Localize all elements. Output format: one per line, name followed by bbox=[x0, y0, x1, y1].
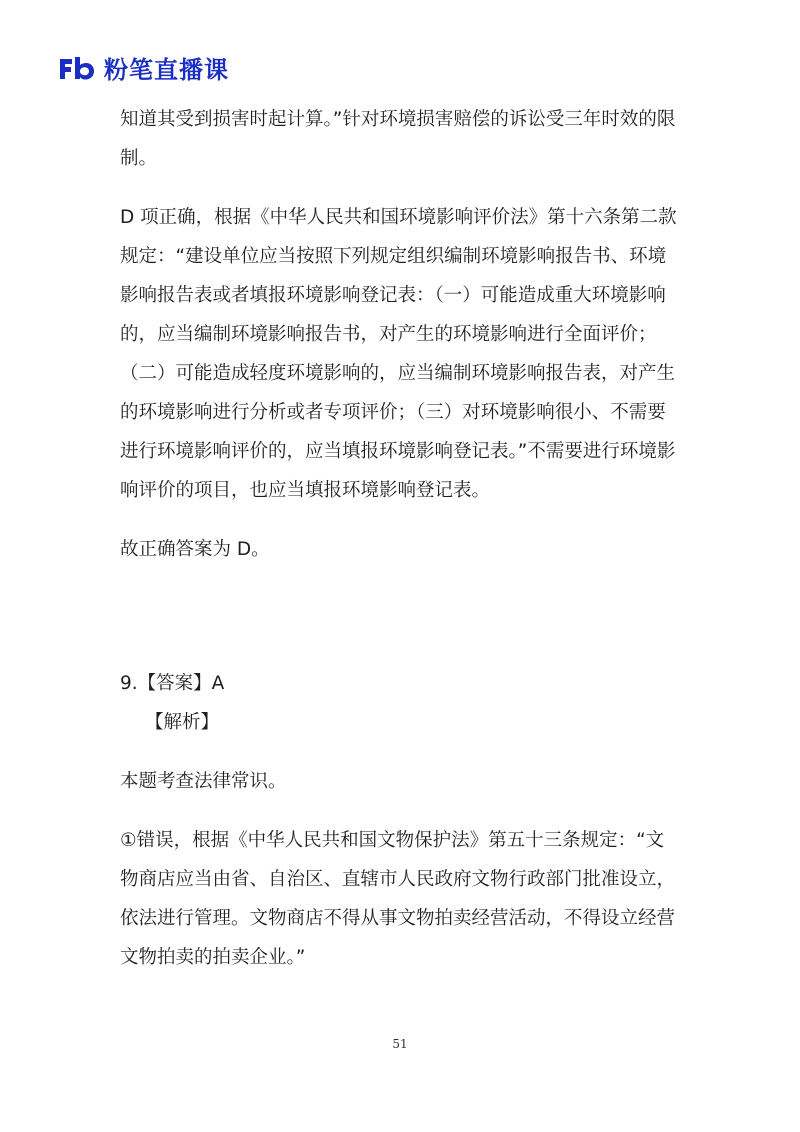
paragraph-option-d: D 项正确，根据《中华人民共和国环境影响评价法》第十六条第二款规定：“建设单位应当按照下列规定组织编制环境影响报告书、环境影响报告表或者填报环境影响登记表：（一）可能造成重大环境影响的，应当编制环境影响报告书，对产生的环境影响进行全面评价；（二）可能造成轻度环境影响的，应当编制环境影响报告表，对产生的环境影响进行分析或者专项评价；（三）对环境影响很小、不需要进行环境影响评价的，应当填报环境影响登记表。”不需要进行环境影响评价的项目，也应当填报环境影响登记表。 bbox=[120, 207, 677, 501]
paragraph-answer-conclusion: 故正确答案为 D。 bbox=[120, 539, 270, 560]
page-number: 51 bbox=[392, 1037, 408, 1051]
document-body bbox=[120, 100, 680, 977]
fenbi-logo-icon bbox=[58, 55, 98, 81]
question-9-answer: 9.【答案】A bbox=[120, 673, 225, 694]
brand-name: 粉笔直播课 bbox=[104, 56, 229, 84]
question-9-analysis-label: 【解析】 bbox=[145, 712, 220, 733]
paragraph-time-limit: 知道其受到损害时起计算。”针对环境损害赔偿的诉讼受三年时效的限制。 bbox=[120, 109, 676, 169]
header bbox=[58, 50, 229, 85]
paragraph-item-1: ①错误，根据《中华人民共和国文物保护法》第五十三条规定：“文物商店应当由省、自治区、直辖市人民政府文物行政部门批准设立，依法进行管理。文物商店不得从事文物拍卖经营活动，不得设立经营文物拍卖的拍卖企业。” bbox=[120, 830, 676, 968]
paragraph-topic: 本题考查法律常识。 bbox=[120, 771, 287, 792]
